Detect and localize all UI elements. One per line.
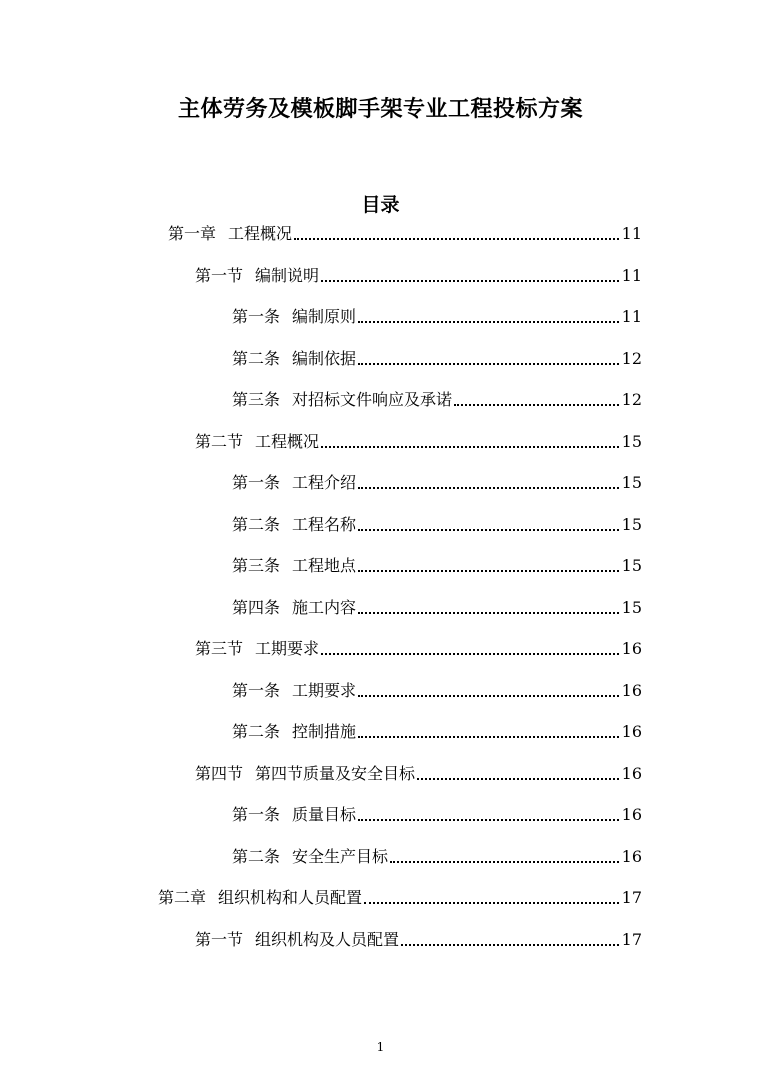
toc-entry-page: 11 [621, 224, 642, 243]
toc-entry-number: 第一条 [232, 307, 281, 326]
toc-entry-page: 17 [621, 888, 642, 907]
toc-entry-title: 质量目标 [292, 805, 357, 824]
toc-entry-page: 16 [621, 639, 642, 658]
document-title: 主体劳务及模板脚手架专业工程投标方案 [177, 97, 583, 122]
dot-leader [358, 570, 619, 572]
toc-entry-page: 11 [621, 266, 642, 285]
toc-entry[interactable] [232, 718, 642, 742]
toc-entry-page: 16 [621, 847, 642, 866]
dot-leader [358, 321, 619, 323]
toc-entry-page: 16 [621, 722, 642, 741]
toc-entry-title: 工期要求 [255, 639, 320, 658]
page-number: 1 [376, 1040, 385, 1054]
toc-entry-title: 编制说明 [255, 266, 320, 285]
toc-entry-page: 15 [621, 556, 642, 575]
toc-entry-title: 工程名称 [292, 515, 357, 534]
toc-entry-number: 第一条 [232, 805, 281, 824]
toc-entry-number: 第一条 [232, 473, 281, 492]
toc-entry-title: 组织机构和人员配置 [218, 888, 363, 907]
toc-entry-title: 控制措施 [292, 722, 357, 741]
toc-entry[interactable] [195, 760, 642, 784]
dot-leader [358, 736, 619, 738]
toc-entry-page: 16 [621, 805, 642, 824]
toc-entry-number: 第二条 [232, 515, 281, 534]
toc-entry-title: 安全生产目标 [292, 847, 389, 866]
toc-entry[interactable] [232, 386, 642, 410]
dot-leader [358, 487, 619, 489]
dot-leader [358, 819, 619, 821]
toc-entry-title: 施工内容 [292, 598, 357, 617]
toc-entry-number: 第四节 [195, 764, 244, 783]
toc-entry[interactable] [232, 469, 642, 493]
toc-entry-title: 第四节质量及安全目标 [255, 764, 416, 783]
toc-entry[interactable] [232, 303, 642, 327]
toc-entry[interactable] [168, 220, 642, 244]
toc-entry[interactable] [232, 801, 642, 825]
toc-entry[interactable] [232, 345, 642, 369]
toc-entry-page: 16 [621, 681, 642, 700]
toc-entry-page: 15 [621, 515, 642, 534]
toc-entry-number: 第一节 [195, 930, 244, 949]
toc-entry-title: 组织机构及人员配置 [255, 930, 400, 949]
toc-entry-number: 第三节 [195, 639, 244, 658]
toc-entry-page: 15 [621, 473, 642, 492]
dot-leader [454, 404, 619, 406]
dot-leader [358, 612, 619, 614]
dot-leader [390, 861, 619, 863]
toc-entry-title: 编制原则 [292, 307, 357, 326]
dot-leader [321, 446, 619, 448]
toc-entry-number: 第二条 [232, 349, 281, 368]
toc-entry-page: 15 [621, 598, 642, 617]
toc-entry-number: 第四条 [232, 598, 281, 617]
toc-entry[interactable] [232, 511, 642, 535]
toc-entry[interactable] [195, 262, 642, 286]
toc-entry-title: 工期要求 [292, 681, 357, 700]
toc-entry-page: 17 [621, 930, 642, 949]
toc-entry-title: 工程介绍 [292, 473, 357, 492]
toc-entry-number: 第一章 [168, 224, 217, 243]
dot-leader [321, 280, 619, 282]
toc-entry-number: 第三条 [232, 390, 281, 409]
toc-entry-number: 第一节 [195, 266, 244, 285]
toc-entry-title: 工程概况 [228, 224, 293, 243]
toc-entry-page: 16 [621, 764, 642, 783]
dot-leader [401, 944, 619, 946]
toc-heading: 目录 [361, 194, 400, 216]
toc-entry-number: 第二条 [232, 847, 281, 866]
toc-entry-page: 12 [621, 390, 642, 409]
toc-entry[interactable] [232, 552, 642, 576]
dot-leader [358, 363, 619, 365]
toc-entry-page: 11 [621, 307, 642, 326]
toc-entry[interactable] [232, 677, 642, 701]
toc-entry[interactable] [232, 594, 642, 618]
dot-leader [358, 529, 619, 531]
toc-entry-number: 第一条 [232, 681, 281, 700]
toc-entry-number: 第二章 [158, 888, 207, 907]
toc-entry[interactable] [195, 635, 642, 659]
toc-entry-number: 第三条 [232, 556, 281, 575]
toc-entry-page: 12 [621, 349, 642, 368]
toc-entry-title: 编制依据 [292, 349, 357, 368]
toc-entry-number: 第二条 [232, 722, 281, 741]
toc-entry[interactable] [232, 843, 642, 867]
dot-leader [364, 902, 619, 904]
dot-leader [294, 238, 619, 240]
dot-leader [417, 778, 619, 780]
toc-entry-number: 第二节 [195, 432, 244, 451]
toc-entry[interactable] [158, 884, 642, 908]
toc-entry-page: 15 [621, 432, 642, 451]
toc-entry[interactable] [195, 926, 642, 950]
toc-entry-title: 对招标文件响应及承诺 [292, 390, 453, 409]
toc-entry[interactable] [195, 428, 642, 452]
dot-leader [358, 695, 619, 697]
dot-leader [321, 653, 619, 655]
toc-entry-title: 工程地点 [292, 556, 357, 575]
toc-entry-title: 工程概况 [255, 432, 320, 451]
